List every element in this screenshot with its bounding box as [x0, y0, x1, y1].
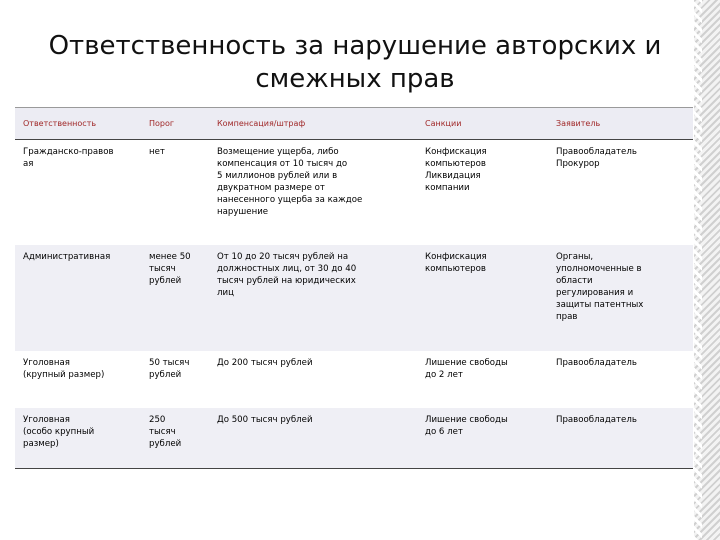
cell-compensation: От 10 до 20 тысяч рублей на должностных лиц, от 30 до 40 тысяч рублей на юридических лиц	[217, 251, 357, 298]
decorative-edge	[694, 0, 720, 540]
cell-threshold: нет	[149, 147, 165, 157]
cell-liability: Уголовная (особо крупный размер)	[23, 414, 95, 449]
cell-liability: Уголовная (крупный размер)	[23, 357, 105, 380]
header-liability: Ответственность	[23, 119, 97, 128]
table-row	[15, 245, 693, 351]
cell-sanctions: Лишение свободы до 6 лет	[425, 414, 508, 437]
header-threshold: Порог	[149, 119, 175, 128]
cell-claimant: Правообладатель Прокурор	[556, 147, 637, 169]
cell-compensation: До 200 тысяч рублей	[217, 357, 313, 368]
cell-claimant: Правообладатель	[556, 357, 637, 368]
slide-title-line-2: смежных прав	[255, 64, 455, 94]
header-claimant: Заявитель	[556, 119, 601, 128]
cell-threshold: менее 50 тысяч рублей	[149, 251, 191, 286]
table-row	[15, 408, 693, 469]
cell-compensation: Возмещение ущерба, либо компенсация от 10 тысяч до 5 миллионов рублей или в двукратном размере от нанесенного ущерба за каждое нарушение	[217, 147, 363, 217]
cell-threshold: 50 тысяч рублей	[149, 357, 190, 380]
header-compensation: Компенсация/штраф	[217, 119, 306, 128]
cell-sanctions: Лишение свободы до 2 лет	[425, 357, 508, 380]
cell-claimant: Правообладатель	[556, 414, 637, 425]
cell-liability: Гражданско-правов ая	[23, 147, 114, 169]
cell-compensation: До 500 тысяч рублей	[217, 414, 313, 425]
slide-title	[20, 30, 690, 96]
cell-liability: Административная	[23, 251, 111, 262]
table-header-row	[15, 108, 693, 140]
cell-sanctions: Конфискация компьютеров Ликвидация компании	[425, 147, 487, 193]
table-row	[15, 140, 693, 245]
table-row	[15, 351, 693, 408]
header-sanctions: Санкции	[425, 119, 462, 128]
cell-sanctions: Конфискация компьютеров	[425, 251, 487, 274]
cell-claimant: Органы, уполномоченные в области регулирования и защиты патентных прав	[556, 251, 644, 322]
liability-table	[15, 107, 693, 469]
slide-title-line-1: Ответственность за нарушение авторских и	[48, 31, 662, 61]
cell-threshold: 250 тысяч рублей	[149, 414, 182, 449]
